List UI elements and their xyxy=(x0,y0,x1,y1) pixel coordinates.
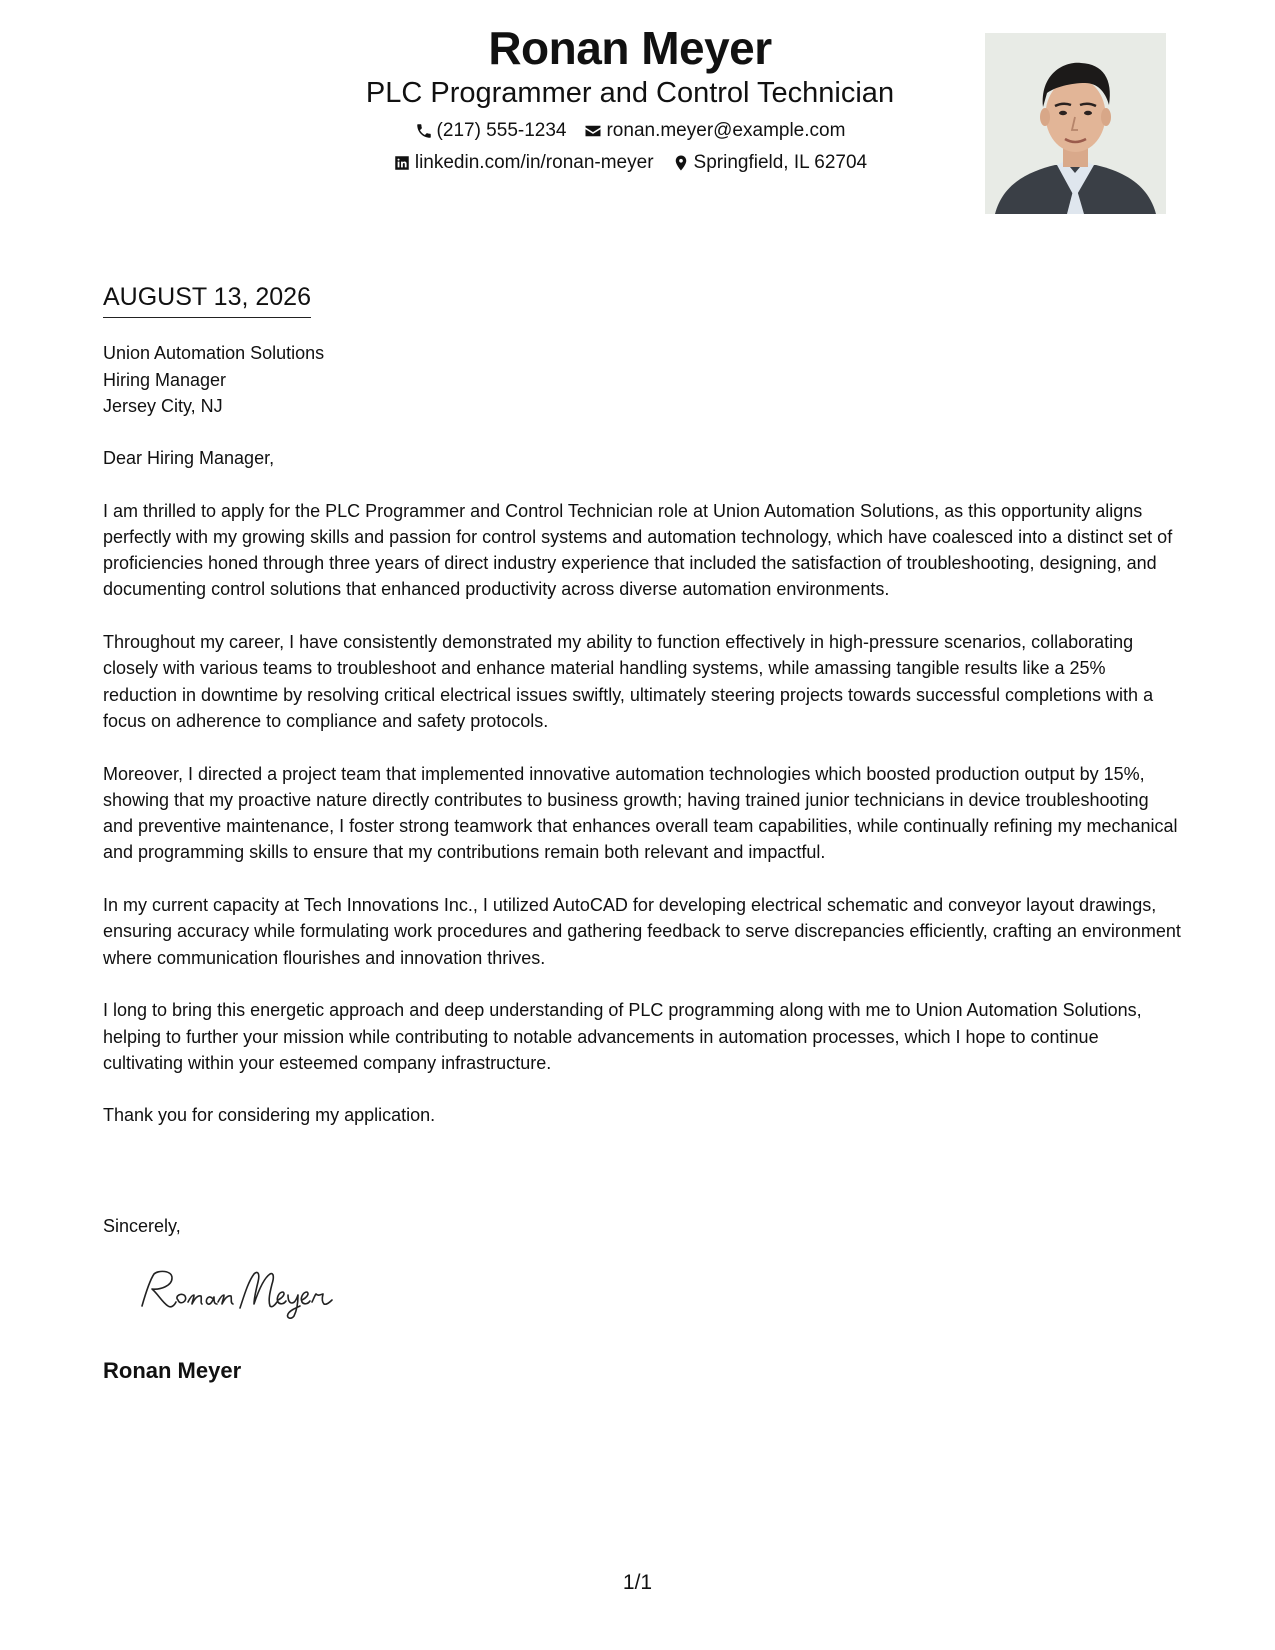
contact-email[interactable] xyxy=(584,120,845,142)
header xyxy=(0,20,1275,220)
map-pin-icon xyxy=(672,154,690,172)
email-text: ronan.meyer@example.com xyxy=(606,120,846,141)
closing: Sincerely, xyxy=(103,1216,181,1236)
recipient-location: Jersey City, NJ xyxy=(103,396,223,416)
paragraph-4: In my current capacity at Tech Innovations Inc., I utilized AutoCAD for developing electrical schematic and conveyor layout drawings, ensuring accuracy while formulating work procedures and gathering feedback to serve discrepancies efficiently, crafting an environment where communication flourishes and innovation thrives. xyxy=(103,895,1181,968)
contact-row-2 xyxy=(330,152,930,174)
signer-name: Ronan Meyer xyxy=(103,1358,242,1383)
contact-linkedin[interactable] xyxy=(393,152,654,174)
location-text: Springfield, IL 62704 xyxy=(693,152,868,173)
letter-date: AUGUST 13, 2026 xyxy=(103,282,311,318)
page-number: 1/1 xyxy=(622,1571,653,1594)
handwritten-signature xyxy=(128,1262,348,1322)
paragraph-2: Throughout my career, I have consistently demonstrated my ability to function effectively in high-pressure scenarios, collaborating closely with various teams to troubleshoot and enhance material handling systems, while amassing tangible results like a 25% reduction in downtime by resolving critical electrical issues swiftly, ultimately steering projects towards successful completions with a focus on adherence to compliance and safety protocols. xyxy=(103,632,1154,731)
salutation: Dear Hiring Manager, xyxy=(103,448,275,468)
paragraph-1: I am thrilled to apply for the PLC Programmer and Control Technician role at Union Automation Solutions, as this opportunity aligns perfectly with my growing skills and passion for control systems and automation technology, which have coalesced into a distinct set of proficiencies honed through three years of direct industry experience that included the satisfaction of troubleshooting, designing, and documenting control solutions that enhanced productivity across diverse automation environments. xyxy=(103,500,1173,600)
header-info xyxy=(330,20,930,174)
applicant-name: Ronan Meyer xyxy=(488,22,772,74)
phone-text: (217) 555-1234 xyxy=(436,120,567,141)
paragraph-5: I long to bring this energetic approach and deep understanding of PLC programming along with me to Union Automation Solutions, helping to further your mission while contributing to notable advancements in automation processes, which I hope to continue cultivating within your esteemed company infrastructure. xyxy=(103,1000,1142,1073)
recipient-role: Hiring Manager xyxy=(103,369,227,390)
applicant-title: PLC Programmer and Control Technician xyxy=(365,77,895,109)
contact-phone[interactable] xyxy=(415,120,567,142)
paragraph-3: Moreover, I directed a project team that implemented innovative automation technologies which boosted production output by 15%, showing that my proactive nature directly contributes to business growth; having trained junior technicians in device troubleshooting and preventive maintenance, I foster strong teamwork that enhances overall team capabilities, while continually refining my mechanical and programming skills to ensure that my contributions remain both relevant and impactful. xyxy=(103,763,1178,863)
paragraph-6: Thank you for considering my application. xyxy=(103,1105,436,1126)
contact-row-1 xyxy=(330,120,930,142)
envelope-icon xyxy=(584,122,602,140)
contact-location xyxy=(672,152,868,174)
recipient-block xyxy=(103,340,324,420)
phone-icon xyxy=(415,122,433,140)
linkedin-icon xyxy=(393,154,411,172)
letter-body xyxy=(103,445,1183,1155)
linkedin-text: linkedin.com/in/ronan-meyer xyxy=(414,152,654,173)
profile-photo xyxy=(985,33,1166,214)
recipient-company: Union Automation Solutions xyxy=(103,343,325,363)
